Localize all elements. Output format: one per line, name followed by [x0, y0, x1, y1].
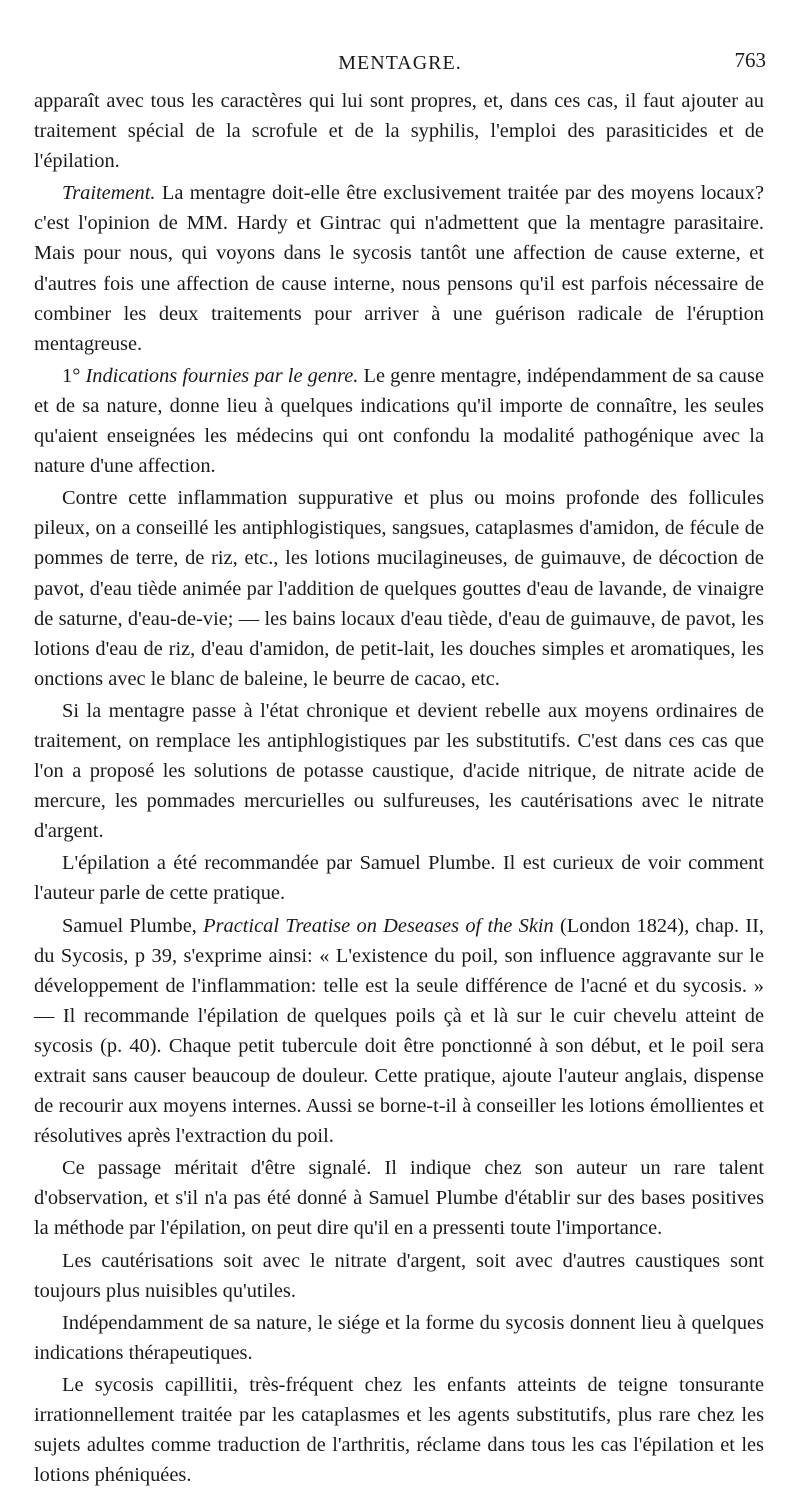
- paragraph: [34, 1370, 764, 1490]
- text-run: 1°: [62, 364, 86, 387]
- text-run: Si la mentagre passe à l'état chronique et devient rebelle aux moyens ordinaires de traitement, on remplace les antiphlogistiques par les substitutifs. C'est dans ces cas que l'on a proposé les solutions de potasse caustique, d'acide nitrique, de nitrate acide de mercure, les pommades mercurielles ou sulfureuses, les cautérisations avec le nitrate d'argent.: [34, 699, 764, 843]
- section-heading-indications: Indications fournies par le genre.: [85, 364, 359, 387]
- text-run: Ce passage méritait d'être signalé. Il indique chez son auteur un rare talent d'observation, et s'il n'a pas été donné à Samuel Plumbe d'établir sur des bases positives la méthode par l'épilation, on peut dire qu'il en a pressenti toute l'importance.: [34, 1157, 764, 1240]
- paragraph: [34, 848, 764, 908]
- text-run: L'épilation a été recommandée par Samuel Plumbe. Il est curieux de voir comment l'auteur parle de cette pratique.: [34, 852, 764, 905]
- text-run: apparaît avec tous les caractères qui lui sont propres, et, dans ces cas, il faut ajouter au traitement spécial de la scrofule et de la syphilis, l'emploi des parasiticides et de l'épilation.: [34, 90, 764, 173]
- text-run: Les cautérisations soit avec le nitrate d'argent, soit avec d'autres caustiques sont toujours plus nuisibles qu'utiles.: [34, 1249, 764, 1302]
- paragraph: [34, 178, 764, 359]
- paragraph: [34, 361, 764, 481]
- text-run: (London 1824), chap. II, du Sycosis, p 39, s'exprime ainsi: « L'existence du poil, son influence aggravante sur le développement de l'inflammation: telle est la seule différence de l'acné et du sycosis. » — Il recommande l'épilation de quelques poils çà et là sur le cuir chevelu atteint de sycosis (p. 40). Chaque petit tubercule doit être ponctionné à son début, et le poil sera extrait sans causer beaucoup de douleur. Cette pratique, ajoute l'auteur anglais, dispense de recourir aux moyens internes. Aussi se borne-t-il à conseiller les lotions émollientes et résolutives après l'extraction du poil.: [34, 914, 764, 1148]
- paragraph: [34, 696, 764, 846]
- running-title: MENTAGRE.: [338, 52, 462, 74]
- text-run: Le sycosis capillitii, très-fréquent chez les enfants atteints de teigne tonsurante irrationnellement traitée par les cataplasmes et les agents substitutifs, plus rare chez les sujets adultes comme traduction de l'arthritis, réclame dans tous les cas l'épilation et les lotions phéniquées.: [34, 1373, 764, 1487]
- body-text: [34, 86, 764, 1492]
- paragraph: [34, 483, 764, 694]
- paragraph: [34, 86, 764, 176]
- text-run: Contre cette inflammation suppurative et plus ou moins profonde des follicules pileux, on a conseillé les antiphlogistiques, sangsues, cataplasmes d'amidon, de fécule de pommes de terre, de riz, etc., les lotions mucilagineuses, de guimauve, de décoction de pavot, d'eau tiède animée par l'addition de quelques gouttes d'eau de lavande, de vinaigre de saturne, d'eau-de-vie; — les bains locaux d'eau tiède, d'eau de guimauve, de pavot, les lotions d'eau de riz, d'eau d'amidon, de petit-lait, les douches simples et aromatiques, les onctions avec le blanc de baleine, le beurre de cacao, etc.: [34, 487, 764, 690]
- text-run: La mentagre doit-elle être exclusivement traitée par des moyens locaux? c'est l'opinion de MM. Hardy et Gintrac qui n'admettent que la mentagre parasitaire. Mais pour nous, qui voyons dans le sycosis tantôt une affection de cause externe, et d'autres fois une affection de cause interne, nous pensons qu'il est parfois nécessaire de combiner les deux traitements pour arriver à une guérison radicale de l'éruption mentagreuse.: [34, 182, 764, 355]
- text-run: Indépendamment de sa nature, le siége et la forme du sycosis donnent lieu à quelques indications thérapeutiques.: [34, 1311, 764, 1364]
- page-header: [0, 48, 800, 82]
- paragraph: [34, 1308, 764, 1368]
- section-heading-traitement: Traitement.: [62, 182, 156, 205]
- text-run: Le genre mentagre, indépendamment de sa cause et de sa nature, donne lieu à quelques indications qu'il importe de connaître, les seules qu'aient enseignées les médecins qui ont confondu la modalité pathogénique avec la nature d'une affection.: [34, 364, 764, 478]
- book-title: Practical Treatise on Deseases of the Skin: [203, 914, 554, 937]
- paragraph: [34, 911, 764, 1152]
- paragraph: [34, 1246, 764, 1306]
- text-run: Samuel Plumbe,: [62, 914, 204, 937]
- paragraph: [34, 1153, 764, 1243]
- page-number: 763: [734, 48, 766, 72]
